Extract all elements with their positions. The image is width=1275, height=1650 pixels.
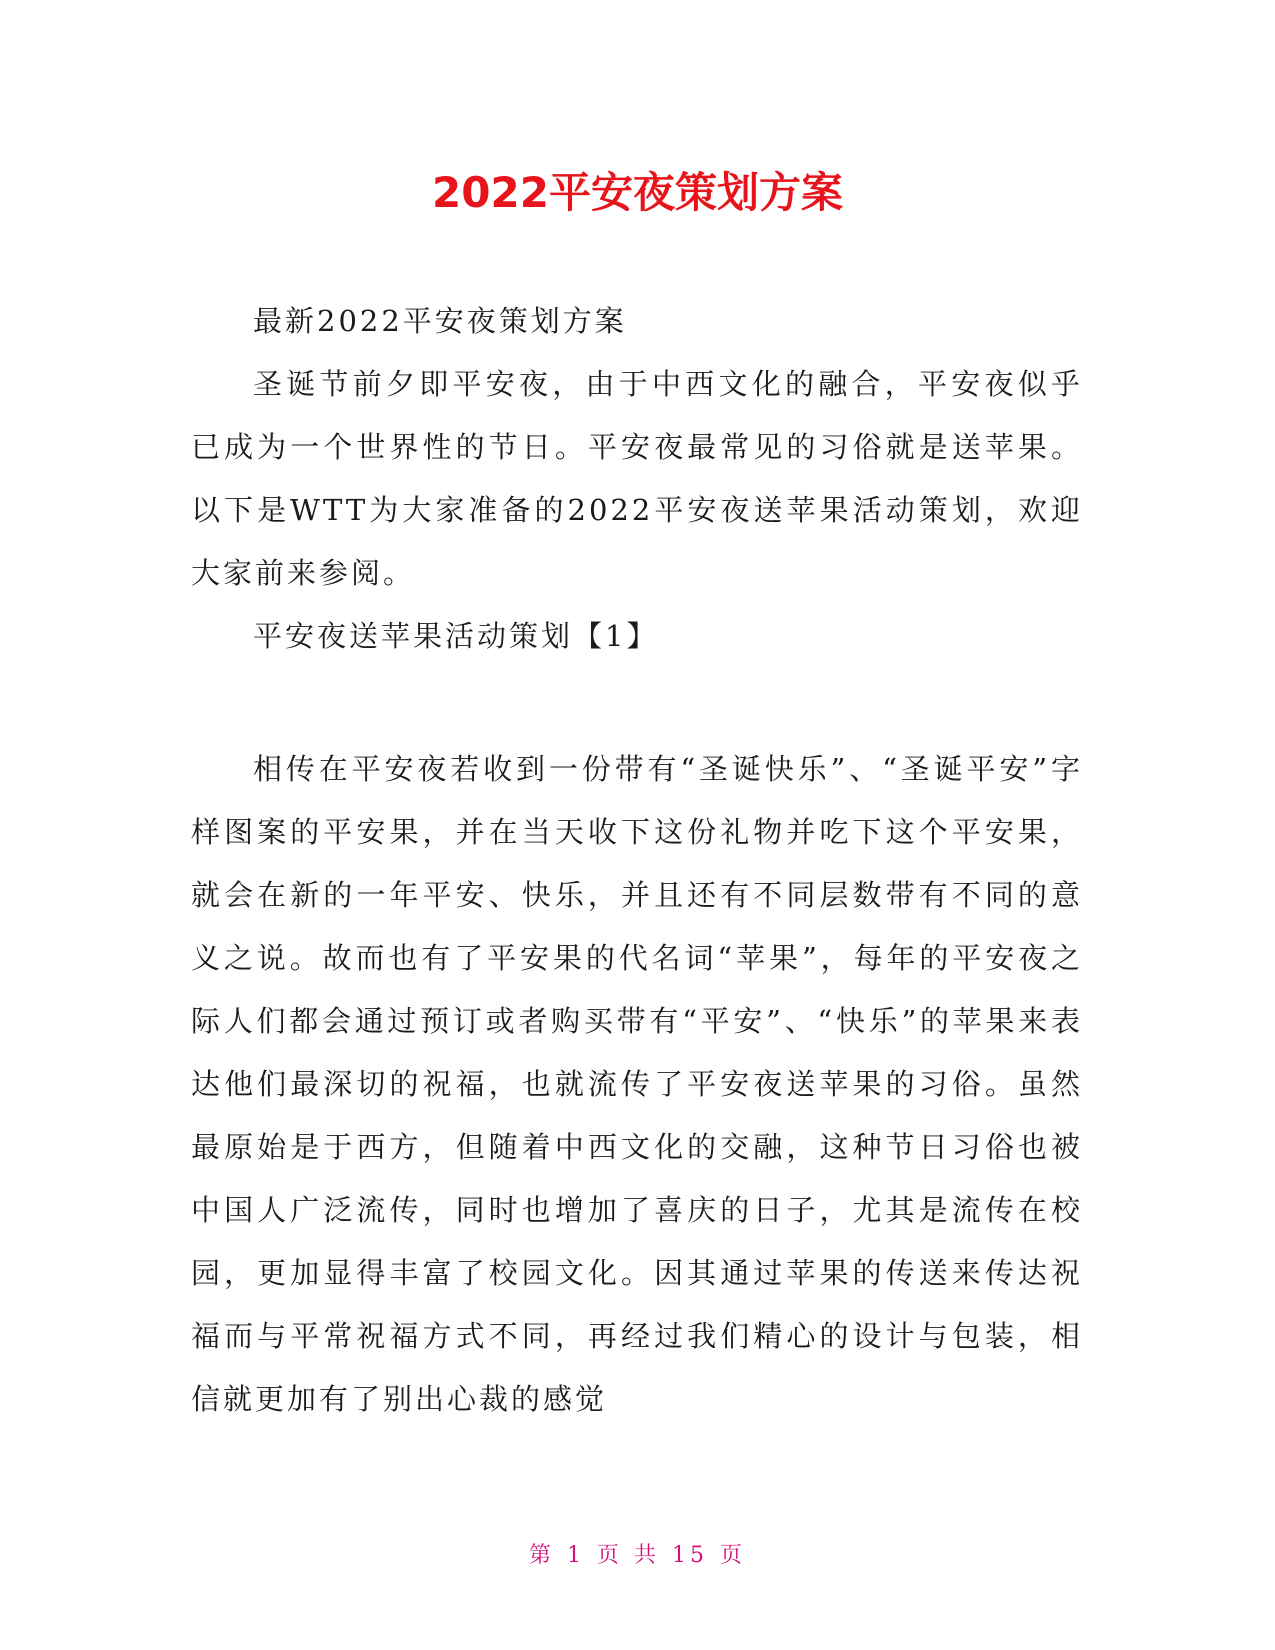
intro-paragraph: 圣诞节前夕即平安夜，由于中西文化的融合，平安夜似乎已成为一个世界性的节日。平安夜最常见的习俗就是送苹果。以下是WTT为大家准备的2022平安夜送苹果活动策划，欢迎大家前来参阅。: [191, 367, 1083, 590]
page-footer: [0, 1538, 1275, 1569]
main-paragraph: 相传在平安夜若收到一份带有“圣诞快乐”、“圣诞平安”字样图案的平安果，并在当天收下这份礼物并吃下这个平安果，就会在新的一年平安、快乐，并且还有不同层数带有不同的意义之说。故而也有了平安果的代名词“苹果”，每年的平安夜之际人们都会通过预订或者购买带有“平安”、“快乐”的苹果来表达他们最深切的祝福，也就流传了平安夜送苹果的习俗。虽然最原始是于西方，但随着中西文化的交融，这种节日习俗也被中国人广泛流传，同时也增加了喜庆的日子，尤其是流传在校园，更加显得丰富了校园文化。因其通过苹果的传送来传达祝福而与平常祝福方式不同，再经过我们精心的设计与包装，相信就更加有了别出心裁的感觉: [191, 752, 1083, 1416]
footer-prefix: 第: [528, 1543, 555, 1568]
footer-suffix: 页: [720, 1543, 747, 1568]
footer-middle: 页 共: [597, 1543, 660, 1568]
section-heading: 平安夜送苹果活动策划【1】: [253, 619, 659, 653]
main-section: [191, 738, 1083, 1431]
subtitle-paragraph: 最新2022平安夜策划方案: [253, 304, 627, 338]
page-title: 2022平安夜策划方案: [432, 168, 843, 217]
intro-section: [191, 290, 1083, 668]
footer-total-pages: 15: [672, 1543, 708, 1568]
footer-page-number: 1: [567, 1543, 585, 1568]
